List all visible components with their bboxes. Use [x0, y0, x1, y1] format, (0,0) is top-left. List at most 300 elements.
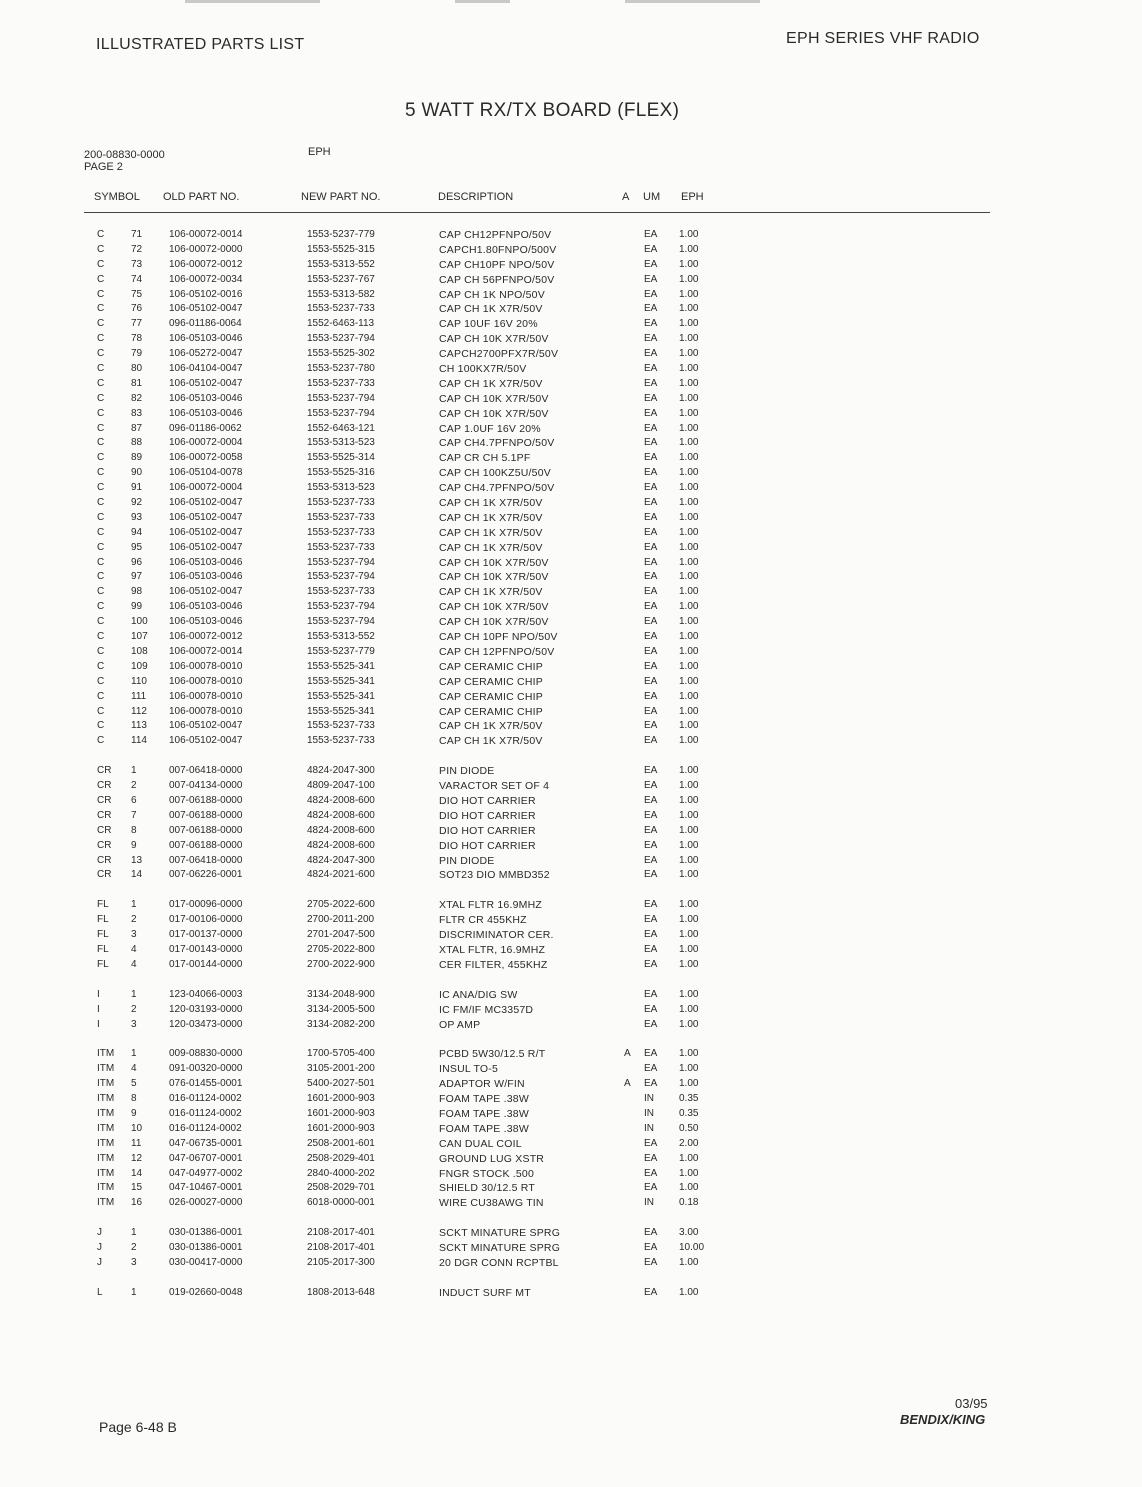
item-number-cell: 8	[131, 1093, 137, 1105]
new-part-number-cell: 1553-5237-733	[307, 377, 375, 389]
quantity-cell: 1.00	[679, 1048, 699, 1060]
item-number-cell: 91	[131, 482, 143, 494]
scan-artifact	[625, 0, 760, 3]
description-cell: CAP CH 1K X7R/50V	[439, 541, 543, 554]
table-row	[0, 928, 1142, 943]
unit-of-measure-cell: EA	[644, 1078, 658, 1090]
unit-of-measure-cell: EA	[644, 497, 658, 509]
new-part-number-cell: 4809-2047-100	[307, 780, 375, 792]
new-part-number-cell: 1553-5237-794	[307, 616, 375, 628]
item-number-cell: 94	[131, 526, 143, 538]
table-row	[0, 1107, 1142, 1122]
new-part-number-cell: 1553-5237-794	[307, 333, 375, 345]
unit-of-measure-cell: EA	[644, 1227, 658, 1239]
new-part-number-cell: 1553-5237-733	[307, 735, 375, 747]
table-row	[0, 526, 1142, 541]
symbol-cell: I	[97, 988, 100, 1000]
symbol-cell: I	[97, 1018, 100, 1030]
unit-of-measure-cell: EA	[644, 258, 658, 270]
new-part-number-cell: 3134-2082-200	[307, 1018, 375, 1030]
unit-of-measure-cell: EA	[644, 958, 658, 970]
symbol-cell: C	[97, 571, 105, 583]
old-part-number-cell: 123-04066-0003	[169, 988, 243, 1000]
unit-of-measure-cell: EA	[644, 482, 658, 494]
parts-group	[0, 228, 1142, 749]
old-part-number-cell: 016-01124-0002	[169, 1093, 242, 1105]
old-part-number-cell: 007-06188-0000	[169, 794, 243, 806]
unit-of-measure-cell: EA	[644, 392, 658, 404]
header-divider	[84, 212, 990, 213]
item-number-cell: 2	[131, 1242, 137, 1254]
table-row	[0, 1226, 1142, 1241]
symbol-cell: ITM	[97, 1107, 115, 1119]
description-cell: DIO HOT CARRIER	[439, 794, 536, 807]
unit-of-measure-cell: EA	[644, 363, 658, 375]
old-part-number-cell: 106-05103-0046	[169, 333, 243, 345]
unit-of-measure-cell: EA	[644, 675, 658, 687]
description-cell: XTAL FLTR 16.9MHZ	[439, 899, 542, 912]
table-row	[0, 675, 1142, 690]
item-number-cell: 95	[131, 541, 143, 553]
quantity-cell: 1.00	[679, 1018, 699, 1030]
new-part-number-cell: 1553-5525-341	[307, 690, 375, 702]
description-cell: CAP CH 100KZ5U/50V	[439, 467, 551, 480]
item-number-cell: 8	[131, 824, 137, 836]
new-part-number-cell: 1553-5237-794	[307, 571, 375, 583]
item-number-cell: 1	[131, 1048, 137, 1060]
unit-of-measure-cell: EA	[644, 645, 658, 657]
description-cell: CAPCH2700PFX7R/50V	[439, 348, 559, 361]
unit-of-measure-cell: EA	[644, 333, 658, 345]
table-row	[0, 690, 1142, 705]
new-part-number-cell: 1553-5237-794	[307, 392, 375, 404]
new-part-number-cell: 1553-5237-733	[307, 720, 375, 732]
unit-of-measure-cell: EA	[644, 1242, 658, 1254]
symbol-cell: FL	[97, 929, 109, 941]
symbol-cell: FL	[97, 958, 109, 970]
old-part-number-cell: 106-00072-0034	[169, 273, 243, 285]
table-row	[0, 1003, 1142, 1018]
new-part-number-cell: 1553-5525-315	[307, 243, 375, 255]
table-row	[0, 913, 1142, 928]
quantity-cell: 1.00	[679, 988, 699, 1000]
quantity-cell: 1.00	[679, 869, 699, 881]
old-part-number-cell: 017-00143-0000	[169, 943, 243, 955]
manual-section-title: ILLUSTRATED PARTS LIST	[96, 36, 305, 53]
new-part-number-cell: 4824-2021-600	[307, 869, 375, 881]
new-part-number-cell: 6018-0000-001	[307, 1197, 375, 1209]
item-number-cell: 10	[131, 1122, 143, 1134]
table-row	[0, 1018, 1142, 1033]
symbol-cell: C	[97, 616, 105, 628]
parts-group	[0, 1226, 1142, 1271]
description-cell: FOAM TAPE .38W	[439, 1107, 529, 1120]
description-cell: PCBD 5W30/12.5 R/T	[439, 1048, 546, 1061]
symbol-cell: J	[97, 1257, 102, 1268]
unit-of-measure-cell: EA	[644, 869, 658, 881]
unit-of-measure-cell: EA	[644, 1063, 658, 1075]
item-number-cell: 4	[131, 943, 137, 955]
new-part-number-cell: 2840-4000-202	[307, 1167, 375, 1179]
old-part-number-cell: 106-00072-0004	[169, 437, 243, 449]
old-part-number-cell: 017-00096-0000	[169, 899, 243, 911]
item-number-cell: 88	[131, 437, 143, 449]
table-row	[0, 466, 1142, 481]
table-row	[0, 1137, 1142, 1152]
symbol-cell: C	[97, 243, 105, 255]
quantity-cell: 1.00	[679, 1063, 699, 1075]
symbol-cell: C	[97, 318, 105, 330]
new-part-number-cell: 1601-2000-903	[307, 1107, 375, 1119]
old-part-number-cell: 007-06226-0001	[169, 869, 243, 881]
old-part-number-cell: 106-05102-0047	[169, 497, 243, 509]
document-number: 200-08830-0000	[84, 149, 165, 161]
quantity-cell: 3.00	[679, 1227, 699, 1239]
model-label: EPH	[308, 146, 331, 158]
quantity-cell: 1.00	[679, 333, 699, 345]
old-part-number-cell: 106-05102-0047	[169, 526, 243, 538]
old-part-number-cell: 106-05272-0047	[169, 348, 243, 360]
new-part-number-cell: 1553-5313-582	[307, 288, 375, 300]
symbol-cell: CR	[97, 854, 112, 866]
new-part-number-cell: 1601-2000-903	[307, 1093, 375, 1105]
description-cell: CAP CERAMIC CHIP	[439, 690, 543, 703]
quantity-cell: 1.00	[679, 690, 699, 702]
description-cell: CAP CH 56PFNPO/50V	[439, 273, 555, 286]
unit-of-measure-cell: EA	[644, 452, 658, 464]
old-part-number-cell: 047-06707-0001	[169, 1152, 243, 1164]
unit-of-measure-cell: EA	[644, 1182, 658, 1194]
unit-of-measure-cell: EA	[644, 988, 658, 1000]
table-row	[0, 809, 1142, 824]
description-cell: CAP 10UF 16V 20%	[439, 318, 538, 331]
old-part-number-cell: 106-05102-0047	[169, 735, 243, 747]
new-part-number-cell: 1553-5313-552	[307, 631, 375, 643]
table-row	[0, 288, 1142, 303]
description-cell: CH 100KX7R/50V	[439, 363, 527, 376]
unit-of-measure-cell: EA	[644, 601, 658, 613]
page-indicator: PAGE 2	[84, 161, 123, 173]
item-number-cell: 82	[131, 392, 143, 404]
description-cell: CAP CH 1K X7R/50V	[439, 735, 543, 748]
old-part-number-cell: 106-00072-0012	[169, 258, 243, 270]
quantity-cell: 2.00	[679, 1137, 699, 1149]
symbol-cell: C	[97, 258, 105, 270]
item-number-cell: 13	[131, 854, 143, 866]
new-part-number-cell: 2700-2022-900	[307, 958, 375, 970]
symbol-cell: ITM	[97, 1078, 115, 1090]
new-part-number-cell: 1601-2000-903	[307, 1122, 375, 1134]
old-part-number-cell: 106-05103-0046	[169, 556, 243, 568]
item-number-cell: 83	[131, 407, 143, 419]
table-row	[0, 541, 1142, 556]
old-part-number-cell: 106-05102-0047	[169, 511, 243, 523]
old-part-number-cell: 106-05103-0046	[169, 407, 243, 419]
item-number-cell: 76	[131, 303, 143, 315]
quantity-cell: 1.00	[679, 586, 699, 598]
item-number-cell: 2	[131, 780, 137, 792]
old-part-number-cell: 120-03473-0000	[169, 1018, 243, 1030]
quantity-cell: 1.00	[679, 541, 699, 553]
scan-artifact	[185, 0, 320, 3]
table-row	[0, 600, 1142, 615]
symbol-cell: C	[97, 541, 105, 553]
old-part-number-cell: 047-06735-0001	[169, 1137, 243, 1149]
description-cell: FOAM TAPE .38W	[439, 1093, 529, 1106]
table-row	[0, 1152, 1142, 1167]
description-cell: SCKT MINATURE SPRG	[439, 1227, 561, 1240]
unit-of-measure-cell: EA	[644, 660, 658, 672]
table-row	[0, 988, 1142, 1003]
description-cell: CAP CH 10K X7R/50V	[439, 571, 549, 584]
unit-of-measure-cell: EA	[644, 839, 658, 851]
description-cell: DIO HOT CARRIER	[439, 839, 536, 852]
unit-of-measure-cell: EA	[644, 556, 658, 568]
new-part-number-cell: 1553-5237-733	[307, 497, 375, 509]
quantity-cell: 1.00	[679, 467, 699, 479]
table-row	[0, 764, 1142, 779]
item-number-cell: 2	[131, 914, 137, 926]
old-part-number-cell: 047-10467-0001	[169, 1182, 243, 1194]
description-cell: SCKT MINATURE SPRG	[439, 1242, 561, 1255]
description-cell: CAP CH 10K X7R/50V	[439, 333, 549, 346]
quantity-cell: 1.00	[679, 631, 699, 643]
description-cell: CAP CH 10K X7R/50V	[439, 556, 549, 569]
item-number-cell: 113	[131, 720, 147, 732]
quantity-cell: 1.00	[679, 556, 699, 568]
quantity-cell: 1.00	[679, 229, 699, 240]
old-part-number-cell: 120-03193-0000	[169, 1003, 243, 1015]
symbol-cell: CR	[97, 765, 112, 777]
table-row	[0, 868, 1142, 883]
new-part-number-cell: 4824-2008-600	[307, 794, 375, 806]
new-part-number-cell: 1808-2013-648	[307, 1286, 375, 1298]
table-row	[0, 1092, 1142, 1107]
description-cell: PIN DIODE	[439, 854, 495, 867]
quantity-cell: 1.00	[679, 288, 699, 300]
item-number-cell: 3	[131, 929, 137, 941]
new-part-number-cell: 1553-5525-341	[307, 705, 375, 717]
table-row	[0, 1047, 1142, 1062]
item-number-cell: 73	[131, 258, 143, 270]
symbol-cell: C	[97, 437, 105, 449]
new-part-number-cell: 1553-5525-302	[307, 348, 375, 360]
a-flag-cell: A	[624, 1048, 631, 1060]
unit-of-measure-cell: EA	[644, 1152, 658, 1164]
item-number-cell: 114	[131, 735, 147, 747]
old-part-number-cell: 106-05103-0046	[169, 392, 243, 404]
item-number-cell: 96	[131, 556, 143, 568]
quantity-cell: 0.50	[679, 1122, 699, 1134]
symbol-cell: C	[97, 645, 105, 657]
new-part-number-cell: 3105-2001-200	[307, 1063, 375, 1075]
unit-of-measure-cell: IN	[644, 1197, 654, 1209]
new-part-number-cell: 2508-2029-401	[307, 1152, 375, 1164]
item-number-cell: 99	[131, 601, 143, 613]
quantity-cell: 1.00	[679, 422, 699, 434]
new-part-number-cell: 3134-2048-900	[307, 988, 375, 1000]
unit-of-measure-cell: EA	[644, 571, 658, 583]
old-part-number-cell: 007-06418-0000	[169, 765, 243, 777]
old-part-number-cell: 106-00072-0004	[169, 482, 243, 494]
unit-of-measure-cell: EA	[644, 511, 658, 523]
unit-of-measure-cell: EA	[644, 899, 658, 911]
new-part-number-cell: 1552-6463-121	[307, 422, 375, 434]
old-part-number-cell: 076-01455-0001	[169, 1078, 243, 1090]
unit-of-measure-cell: EA	[644, 288, 658, 300]
new-part-number-cell: 2105-2017-300	[307, 1257, 375, 1268]
new-part-number-cell: 1553-5237-794	[307, 407, 375, 419]
parts-group	[0, 764, 1142, 883]
quantity-cell: 1.00	[679, 809, 699, 821]
item-number-cell: 109	[131, 660, 148, 672]
symbol-cell: C	[97, 690, 105, 702]
new-part-number-cell: 1553-5237-733	[307, 586, 375, 598]
quantity-cell: 10.00	[679, 1242, 705, 1254]
unit-of-measure-cell: EA	[644, 720, 658, 732]
symbol-cell: C	[97, 720, 105, 732]
description-cell: WIRE CU38AWG TIN	[439, 1197, 544, 1210]
description-cell: CAP CH 1K NPO/50V	[439, 288, 545, 301]
table-row	[0, 854, 1142, 869]
page-title: 5 WATT RX/TX BOARD (FLEX)	[405, 100, 680, 121]
symbol-cell: C	[97, 422, 105, 434]
table-row	[0, 436, 1142, 451]
quantity-cell: 1.00	[679, 839, 699, 851]
unit-of-measure-cell: EA	[644, 794, 658, 806]
quantity-cell: 1.00	[679, 407, 699, 419]
description-cell: ADAPTOR W/FIN	[439, 1078, 525, 1091]
unit-of-measure-cell: EA	[644, 809, 658, 821]
table-row	[0, 1062, 1142, 1077]
description-cell: VARACTOR SET OF 4	[439, 780, 550, 793]
unit-of-measure-cell: EA	[644, 1167, 658, 1179]
table-row	[0, 794, 1142, 809]
item-number-cell: 89	[131, 452, 143, 464]
description-cell: DIO HOT CARRIER	[439, 824, 536, 837]
description-cell: CAP CH 1K X7R/50V	[439, 526, 543, 539]
symbol-cell: C	[97, 482, 105, 494]
column-header-symbol: SYMBOL	[94, 191, 140, 203]
table-row	[0, 317, 1142, 332]
symbol-cell: CR	[97, 794, 112, 806]
table-row	[0, 719, 1142, 734]
item-number-cell: 12	[131, 1152, 143, 1164]
description-cell: DIO HOT CARRIER	[439, 809, 536, 822]
symbol-cell: ITM	[97, 1152, 115, 1164]
unit-of-measure-cell: EA	[644, 229, 658, 240]
item-number-cell: 5	[131, 1078, 137, 1090]
symbol-cell: C	[97, 407, 105, 419]
revision-date: 03/95	[955, 1396, 988, 1411]
unit-of-measure-cell: EA	[644, 541, 658, 553]
quantity-cell: 1.00	[679, 1167, 699, 1179]
symbol-cell: ITM	[97, 1182, 115, 1194]
old-part-number-cell: 106-05103-0046	[169, 616, 243, 628]
new-part-number-cell: 1700-5705-400	[307, 1048, 375, 1060]
symbol-cell: C	[97, 377, 105, 389]
table-row	[0, 1241, 1142, 1256]
parts-group	[0, 1286, 1142, 1301]
description-cell: INDUCT SURF MT	[439, 1286, 531, 1299]
table-row	[0, 660, 1142, 675]
old-part-number-cell: 106-05102-0047	[169, 303, 243, 315]
new-part-number-cell: 1553-5237-733	[307, 511, 375, 523]
new-part-number-cell: 1553-5525-316	[307, 467, 375, 479]
old-part-number-cell: 106-05104-0078	[169, 467, 243, 479]
new-part-number-cell: 2705-2022-800	[307, 943, 375, 955]
description-cell: GROUND LUG XSTR	[439, 1152, 545, 1165]
column-header-um: UM	[643, 191, 661, 203]
quantity-cell: 1.00	[679, 318, 699, 330]
new-part-number-cell: 2700-2011-200	[307, 914, 375, 926]
symbol-cell: C	[97, 705, 105, 717]
table-row	[0, 1286, 1142, 1301]
table-row	[0, 377, 1142, 392]
unit-of-measure-cell: EA	[644, 1286, 658, 1298]
table-row	[0, 392, 1142, 407]
table-row	[0, 585, 1142, 600]
quantity-cell: 1.00	[679, 1286, 699, 1298]
description-cell: CAP CR CH 5.1PF	[439, 452, 531, 465]
old-part-number-cell: 106-05102-0047	[169, 377, 243, 389]
description-cell: CAP CH4.7PFNPO/50V	[439, 437, 555, 450]
table-row	[0, 332, 1142, 347]
symbol-cell: CR	[97, 809, 112, 821]
old-part-number-cell: 106-00078-0010	[169, 675, 243, 687]
symbol-cell: I	[97, 1003, 100, 1015]
quantity-cell: 1.00	[679, 1078, 699, 1090]
table-row	[0, 645, 1142, 660]
new-part-number-cell: 5400-2027-501	[307, 1078, 375, 1090]
page-number: Page 6-48 B	[99, 1419, 177, 1435]
item-number-cell: 4	[131, 958, 137, 970]
quantity-cell: 1.00	[679, 1182, 699, 1194]
quantity-cell: 1.00	[679, 571, 699, 583]
item-number-cell: 81	[131, 377, 143, 389]
item-number-cell: 4	[131, 1063, 137, 1075]
description-cell: CAP CH 10K X7R/50V	[439, 616, 549, 629]
unit-of-measure-cell: EA	[644, 437, 658, 449]
item-number-cell: 2	[131, 1003, 137, 1015]
quantity-cell: 1.00	[679, 824, 699, 836]
unit-of-measure-cell: IN	[644, 1107, 654, 1119]
product-series-title: EPH SERIES VHF RADIO	[786, 30, 980, 47]
table-row	[0, 824, 1142, 839]
unit-of-measure-cell: IN	[644, 1122, 654, 1134]
symbol-cell: C	[97, 288, 105, 300]
old-part-number-cell: 106-05102-0016	[169, 288, 243, 300]
new-part-number-cell: 2108-2017-401	[307, 1242, 375, 1254]
item-number-cell: 15	[131, 1182, 143, 1194]
new-part-number-cell: 1553-5313-523	[307, 437, 375, 449]
table-row	[0, 839, 1142, 854]
old-part-number-cell: 019-02660-0048	[169, 1286, 243, 1298]
old-part-number-cell: 106-05102-0047	[169, 541, 243, 553]
item-number-cell: 72	[131, 243, 143, 255]
description-cell: CAP CH 1K X7R/50V	[439, 586, 543, 599]
symbol-cell: C	[97, 526, 105, 538]
unit-of-measure-cell: EA	[644, 1137, 658, 1149]
quantity-cell: 1.00	[679, 1257, 699, 1268]
table-row	[0, 362, 1142, 377]
description-cell: CAP CH 1K X7R/50V	[439, 720, 543, 733]
unit-of-measure-cell: EA	[644, 929, 658, 941]
table-row	[0, 228, 1142, 243]
quantity-cell: 1.00	[679, 616, 699, 628]
old-part-number-cell: 106-05103-0046	[169, 601, 243, 613]
description-cell: CAP CH 1K X7R/50V	[439, 377, 543, 390]
